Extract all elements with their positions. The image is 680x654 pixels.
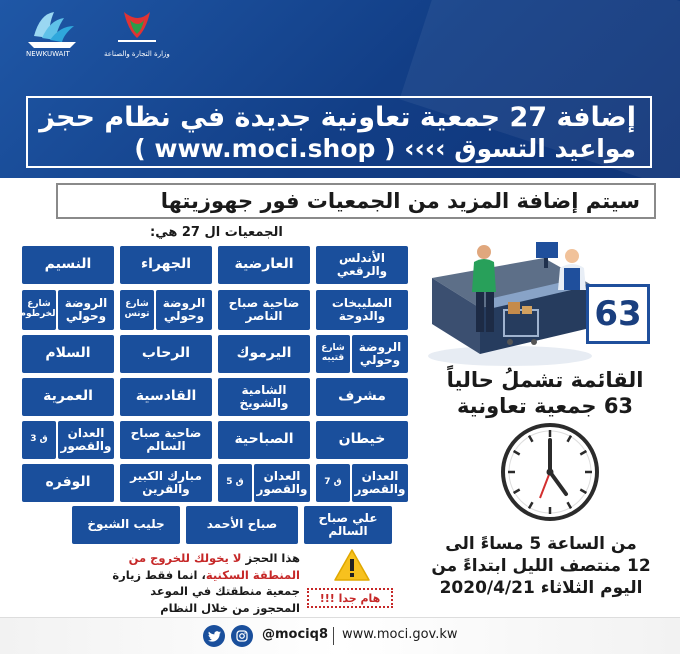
hours-line-3: اليوم الثلاثاء 2020/4/21 (439, 578, 643, 599)
coop-sabah-nasser: ضاحية صباح الناصر (218, 290, 310, 330)
list-count-line-2: 63 جمعية تعاونية (456, 394, 634, 419)
important-label: هام جدا !!! (307, 588, 393, 608)
subtitle: سيتم إضافة المزيد من الجمعيات فور جهوزيتها (160, 189, 640, 213)
counter-box (586, 284, 650, 344)
coop-adan-qusour-5: العدان والقصور (254, 464, 310, 502)
coop-sulaibikhat: الصليبخات والدوحة (316, 290, 408, 330)
warning-text-part-1: هذا الحجز (245, 551, 300, 565)
list-count-text (420, 367, 670, 420)
coop-rawda-hawally-khartoum: الروضة وحولي (58, 290, 114, 330)
coop-khartoum-street-tag: شارع الخرطوم (22, 290, 56, 330)
title-box (26, 96, 652, 168)
instagram-icon[interactable] (231, 625, 253, 647)
warning-text-red: لا يخولك للخروج من المنطقة السكنية (128, 551, 300, 582)
coop-block-3-tag: ق 3 (22, 421, 56, 459)
coop-count-value: 63 (594, 294, 642, 334)
ministry-logo-text: وزارة التجارة والصناعة (104, 50, 170, 58)
coop-yarmouk: اليرموك (218, 335, 310, 373)
coop-block-5-tag: ق 5 (218, 464, 252, 502)
warning-text (104, 550, 300, 617)
warning-text-part-2: ، انما فقط زيارة جمعية منطقتك في الموعد المحجوز من خلال النظام (112, 567, 300, 616)
footer-divider (333, 627, 334, 645)
footer (0, 617, 680, 654)
website-link[interactable]: www.moci.gov.kw (342, 627, 458, 642)
coop-sabah-salem: ضاحية صباح السالم (120, 421, 212, 459)
coop-andalus: الأندلس والرقعي (316, 246, 408, 284)
coop-jleeb-shuyoukh: جليب الشيوخ (72, 506, 180, 544)
title-line-2-text: مواعيد التسوق (454, 134, 636, 163)
coop-salam: السلام (22, 335, 114, 373)
title-line-2 (134, 134, 636, 163)
logos (20, 6, 180, 66)
opening-hours (416, 533, 666, 599)
warning-icon (333, 548, 371, 582)
coop-block-7-tag: ق 7 (316, 464, 350, 502)
coop-adan-qusour-7: العدان والقصور (352, 464, 408, 502)
title-url[interactable]: ( www.moci.shop ) (134, 134, 396, 163)
hours-line-1: من الساعة 5 مساءً الى (445, 534, 637, 554)
coop-tunis-street-tag: شارع تونس (120, 290, 154, 330)
twitter-icon[interactable] (203, 625, 225, 647)
title-line-1: إضافة 27 جمعية تعاونية جديدة في نظام حجز (39, 102, 636, 133)
clock-icon (500, 422, 600, 522)
cashier-illustration (424, 232, 598, 368)
list-count-line-1: القائمة تشملُ حالياً (446, 368, 644, 392)
social-handle[interactable]: @mociq8 (262, 627, 328, 642)
coop-rehab: الرحاب (120, 335, 212, 373)
coop-wafra: الوفره (22, 464, 114, 502)
coop-mishref: مشرف (316, 378, 408, 416)
subtitle-box (56, 183, 656, 219)
coop-sabah-ahmad: صباح الأحمد (186, 506, 298, 544)
coop-qadsiya: القادسية (120, 378, 212, 416)
new-kuwait-logo-text: NEWKUWAIT (26, 50, 70, 58)
list-label: الجمعيات ال 27 هي: (150, 225, 283, 240)
coop-jahra: الجهراء (120, 246, 212, 284)
coop-ali-sabah-salem: علي صباح السالم (304, 506, 392, 544)
hours-line-2: 12 منتصف الليل ابتداءً من (431, 556, 651, 577)
coop-mubarak-qurain: مبارك الكبير والقرين (120, 464, 212, 502)
coop-khaitan: خيطان (316, 421, 408, 459)
coop-rawda-hawally-qutaiba: الروضة وحولي (352, 335, 408, 373)
coop-sabahiya: الصباحية (218, 421, 310, 459)
header-banner (0, 0, 680, 178)
coop-adan-qusour-3: العدان والقصور (58, 421, 114, 459)
coop-ardiya: العارضية (218, 246, 310, 284)
coop-naseem: النسيم (22, 246, 114, 284)
coop-rawda-hawally-tunis: الروضة وحولي (156, 290, 212, 330)
coop-qutaiba-street-tag: شارع قتيبه (316, 335, 350, 373)
coop-omariya: العمرية (22, 378, 114, 416)
coop-shamiya-shuwaikh: الشامية والشويخ (218, 378, 310, 416)
chevrons-icon: ›››› (404, 134, 446, 163)
